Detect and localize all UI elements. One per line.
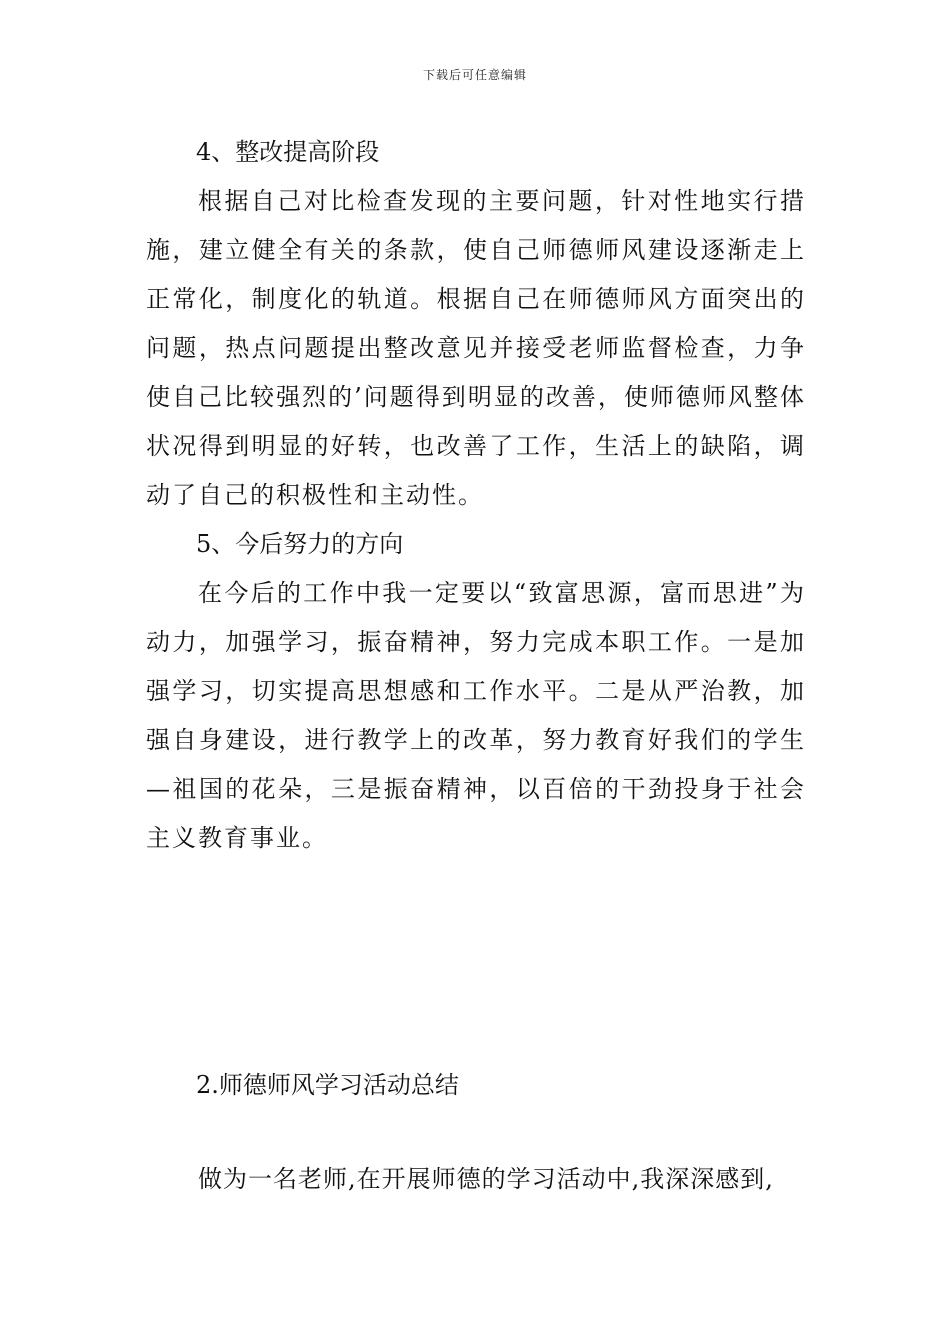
document-body [146,128,806,1204]
spacer [146,863,806,1061]
header-note: 下载后可任意编辑 [422,68,527,82]
section-heading-future-direction: 5、今后努力的方向 [196,530,404,558]
spacer [146,1110,806,1155]
document-title: 2.师德师风学习活动总结 [196,1071,459,1099]
section-paragraph-rectification: 根据自己对比检查发现的主要问题，针对性地实行措施，建立健全有关的条款，使自己师德师风建设逐渐走上正常化，制度化的轨道。根据自己在师德师风方面突出的问题，热点问题提出整改意见并接受老师监督检查，力争使自己比较强烈的’问题得到明显的改善，使师德师风整体状况得到明显的好转，也改善了工作，生活上的缺陷，调动了自己的积极性和主动性。 [146,187,806,509]
section-heading-rectification: 4、整改提高阶段 [196,138,380,166]
section-paragraph-future-direction: 在今后的工作中我一定要以“致富思源，富而思进”为动力，加强学习，振奋精神，努力完成本职工作。一是加强学习，切实提高思想感和工作水平。二是从严治教，加强自身建设，进行教学上的改革，努力教育好我们的学生—祖国的花朵，三是振奋精神，以百倍的干劲投身于社会主义教育事业。 [146,579,806,852]
document-first-paragraph: 做为一名老师,在开展师德的学习活动中,我深深感到, [198,1165,774,1193]
